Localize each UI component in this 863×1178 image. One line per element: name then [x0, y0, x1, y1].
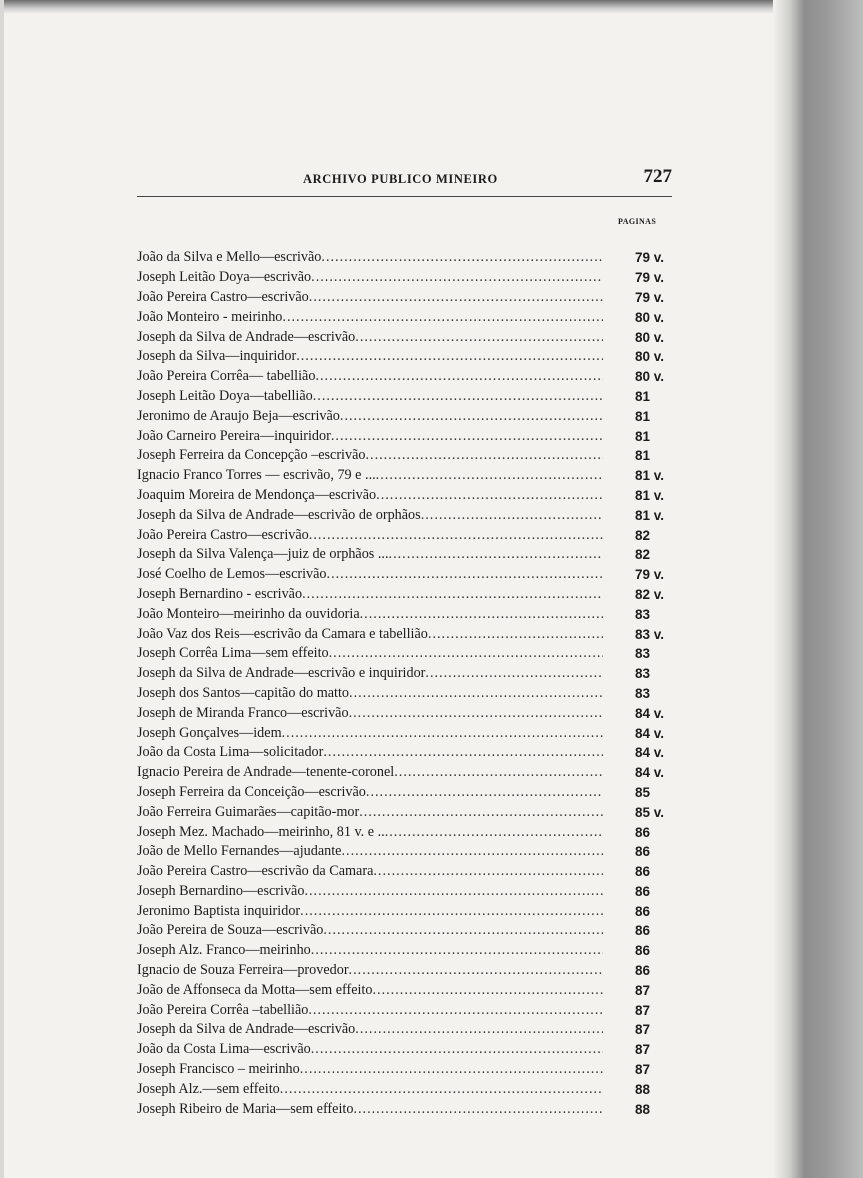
entry-page: 84 v. — [635, 705, 665, 721]
index-entry — [137, 862, 677, 882]
index-entry — [137, 307, 677, 327]
entry-page: 79 v. — [635, 567, 665, 583]
entry-page: 86 — [635, 923, 651, 939]
dot-leader — [340, 408, 603, 425]
index-entry — [137, 486, 677, 506]
dot-leader — [311, 1041, 603, 1058]
running-title: ARCHIVO PUBLICO MINEIRO — [303, 172, 498, 186]
index-entry — [137, 545, 677, 565]
entry-name: Joseph da Silva—inquiridor — [137, 348, 297, 365]
dot-leader — [353, 1101, 603, 1118]
index-entry — [137, 1099, 677, 1119]
index-entry — [137, 268, 677, 288]
dot-leader — [309, 289, 603, 306]
index-entry — [137, 604, 677, 624]
entry-name: João Pereira Corrêa –tabellião — [137, 1001, 309, 1018]
entry-page: 87 — [635, 982, 651, 998]
entry-name: João da Costa Lima—solicitador — [137, 744, 324, 761]
entry-name: João Pereira de Souza—escrivão — [137, 922, 324, 939]
entry-page: 80 v. — [635, 309, 665, 325]
dot-leader — [376, 467, 603, 484]
entry-name: João de Mello Fernandes—ajudante — [137, 843, 342, 860]
index-entry — [137, 664, 677, 684]
index-entry — [137, 980, 677, 1000]
index-entry — [137, 585, 677, 605]
entry-name: Ignacio Franco Torres — escrivão, 79 e ... — [137, 467, 376, 484]
entry-name: Joseph Ribeiro de Maria—sem effeito — [137, 1100, 354, 1117]
entry-name: Joseph Leitão Doya—tabellião — [137, 387, 313, 404]
index-entry — [137, 1040, 677, 1060]
entry-page: 85 — [635, 784, 651, 800]
index-entry — [137, 901, 677, 921]
entry-name: Joseph Bernardino - escrivão — [137, 585, 303, 602]
dot-leader — [355, 329, 603, 346]
index-entry — [137, 921, 677, 941]
entry-page: 81 v. — [635, 507, 665, 523]
entry-page: 86 — [635, 903, 651, 919]
dot-leader — [327, 566, 603, 583]
entry-name: Joseph de Miranda Franco—escrivão — [137, 704, 349, 721]
dot-leader — [309, 527, 603, 544]
entry-page: 81 — [635, 448, 651, 464]
index-entry — [137, 327, 677, 347]
entry-page: 82 — [635, 527, 651, 543]
entry-page: 88 — [635, 1081, 651, 1097]
dot-leader — [282, 725, 603, 742]
entry-name: Joseph da Silva de Andrade—escrivão — [137, 328, 356, 345]
entry-page: 79 v. — [635, 250, 665, 266]
dot-leader — [372, 982, 603, 999]
entry-name: Jeronimo de Araujo Beja—escrivão — [137, 407, 340, 424]
dot-leader — [389, 546, 603, 563]
entry-page: 84 v. — [635, 765, 665, 781]
entry-name: João Carneiro Pereira—inquiridor — [137, 427, 331, 444]
entry-page: 88 — [635, 1101, 651, 1117]
entry-name: Joseph da Silva Valença—juiz de orphãos ... — [137, 546, 389, 563]
entry-page: 81 v. — [635, 487, 665, 503]
index-entry — [137, 882, 677, 902]
entry-page: 83 — [635, 666, 651, 682]
entry-page: 83 v. — [635, 626, 665, 642]
dot-leader — [280, 1081, 603, 1098]
index-entry — [137, 961, 677, 981]
entry-name: João da Silva e Mello—escrivão — [137, 249, 322, 266]
dot-leader — [341, 843, 603, 860]
dot-leader — [331, 428, 603, 445]
dot-leader — [376, 487, 603, 504]
entry-name: Joseph Leitão Doya—escrivão — [137, 269, 312, 286]
dot-leader — [308, 1002, 603, 1019]
entry-page: 81 — [635, 428, 651, 444]
entry-page: 85 v. — [635, 804, 665, 820]
entry-page: 81 — [635, 408, 651, 424]
entry-page: 87 — [635, 1022, 651, 1038]
index-entry — [137, 525, 677, 545]
page-header — [137, 166, 672, 194]
index-entry — [137, 248, 677, 268]
entry-name: João Monteiro - meirinho — [137, 308, 283, 325]
page-top-edge — [0, 0, 863, 14]
dot-leader — [321, 249, 603, 266]
dot-leader — [300, 903, 603, 920]
entry-name: Joseph da Silva de Andrade—escrivão — [137, 1021, 356, 1038]
dot-leader — [360, 606, 603, 623]
entry-name: Joseph Mez. Machado—meirinho, 81 v. e .. — [137, 823, 385, 840]
entry-name: João Pereira Castro—escrivão — [137, 526, 309, 543]
entry-name: Joseph Francisco – meirinho — [137, 1061, 300, 1078]
dot-leader — [282, 309, 603, 326]
dot-leader — [315, 368, 603, 385]
index-entry — [137, 842, 677, 862]
entry-name: Jeronimo Baptista inquiridor — [137, 902, 301, 919]
index-entry — [137, 426, 677, 446]
index-entry — [137, 1020, 677, 1040]
entry-page: 80 v. — [635, 369, 665, 385]
entry-page: 79 v. — [635, 289, 665, 305]
entry-name: João Vaz dos Reis—escrivão da Camara e tabellião — [137, 625, 428, 642]
dot-leader — [365, 447, 603, 464]
index-entry — [137, 367, 677, 387]
entry-page: 87 — [635, 1062, 651, 1078]
index-entry — [137, 684, 677, 704]
dot-leader — [302, 586, 603, 603]
page-number: 727 — [643, 166, 672, 187]
dot-leader — [349, 705, 603, 722]
entry-name: Joseph da Silva de Andrade—escrivão e inquiridor — [137, 665, 426, 682]
entry-name: João de Affonseca da Motta—sem effeito — [137, 981, 373, 998]
entry-name: Ignacio de Souza Ferreira—provedor — [137, 962, 349, 979]
dot-leader — [355, 1021, 603, 1038]
index-entry — [137, 802, 677, 822]
entry-name: João Ferreira Guimarães—capitão-mor — [137, 803, 360, 820]
dot-leader — [394, 764, 603, 781]
page-left-edge — [0, 0, 4, 1178]
entry-page: 86 — [635, 824, 651, 840]
entry-name: Joaquim Moreira de Mendonça—escrivão — [137, 486, 377, 503]
index-entry — [137, 941, 677, 961]
header-rule — [137, 196, 672, 197]
index-entry — [137, 1079, 677, 1099]
entry-page: 84 v. — [635, 745, 665, 761]
dot-leader — [323, 922, 603, 939]
dot-leader — [366, 784, 603, 801]
index-entry — [137, 743, 677, 763]
entry-page: 86 — [635, 943, 651, 959]
entry-page: 86 — [635, 883, 651, 899]
index-entry — [137, 347, 677, 367]
entry-page: 87 — [635, 1002, 651, 1018]
entry-name: João Pereira Castro—escrivão da Camara — [137, 863, 374, 880]
entry-name: Joseph Alz. Franco—meirinho — [137, 942, 311, 959]
dot-leader — [385, 824, 603, 841]
dot-leader — [313, 388, 603, 405]
entry-name: Joseph da Silva de Andrade—escrivão de orphãos — [137, 506, 421, 523]
index-entry — [137, 466, 677, 486]
entry-name: João Monteiro—meirinho da ouvidoria — [137, 605, 360, 622]
entry-page: 80 v. — [635, 349, 665, 365]
index-entry — [137, 763, 677, 783]
entry-name: Ignacio Pereira de Andrade—tenente-coronel — [137, 764, 395, 781]
entry-page: 87 — [635, 1042, 651, 1058]
index-entry — [137, 387, 677, 407]
index-entry — [137, 723, 677, 743]
dot-leader — [421, 507, 603, 524]
dot-leader — [304, 883, 603, 900]
entry-name: Joseph Ferreira da Concepção –escrivão — [137, 447, 366, 464]
entry-page: 84 v. — [635, 725, 665, 741]
entry-page: 86 — [635, 963, 651, 979]
index-list — [137, 248, 677, 1119]
entry-name: Joseph Alz.—sem effeito — [137, 1080, 280, 1097]
dot-leader — [373, 863, 603, 880]
index-entry — [137, 644, 677, 664]
entry-page: 81 v. — [635, 468, 665, 484]
index-entry — [137, 505, 677, 525]
entry-page: 86 — [635, 844, 651, 860]
entry-name: Joseph Gonçalves—idem — [137, 724, 282, 741]
index-entry — [137, 446, 677, 466]
entry-name: Joseph Corrêa Lima—sem effeito — [137, 645, 329, 662]
entry-name: João Pereira Castro—escrivão — [137, 288, 309, 305]
dot-leader — [359, 804, 603, 821]
index-entry — [137, 783, 677, 803]
dot-leader — [311, 942, 603, 959]
index-entry — [137, 1060, 677, 1080]
entry-name: João Pereira Corrêa— tabellião — [137, 368, 316, 385]
index-entry — [137, 624, 677, 644]
dot-leader — [428, 626, 603, 643]
index-entry — [137, 565, 677, 585]
entry-name: José Coelho de Lemos—escrivão — [137, 566, 327, 583]
entry-page: 83 — [635, 606, 651, 622]
entry-page: 82 — [635, 547, 651, 563]
index-entry — [137, 1000, 677, 1020]
index-entry — [137, 703, 677, 723]
entry-page: 81 — [635, 388, 651, 404]
entry-name: João da Costa Lima—escrivão — [137, 1041, 311, 1058]
entry-name: Joseph dos Santos—capitão do matto — [137, 684, 350, 701]
book-binding-shadow — [773, 0, 863, 1178]
entry-page: 83 — [635, 646, 651, 662]
entry-name: Joseph Bernardino—escrivão — [137, 882, 305, 899]
entry-page: 79 v. — [635, 270, 665, 286]
index-entry — [137, 406, 677, 426]
index-entry — [137, 288, 677, 308]
dot-leader — [300, 1061, 603, 1078]
dot-leader — [329, 645, 603, 662]
entry-page: 80 v. — [635, 329, 665, 345]
entry-page: 86 — [635, 864, 651, 880]
dot-leader — [296, 348, 603, 365]
dot-leader — [323, 744, 603, 761]
dot-leader — [425, 665, 603, 682]
index-entry — [137, 822, 677, 842]
column-heading-pages: PAGINAS — [618, 217, 657, 226]
entry-page: 83 — [635, 685, 651, 701]
entry-name: Joseph Ferreira da Conceição—escrivão — [137, 783, 366, 800]
dot-leader — [349, 685, 603, 702]
entry-page: 82 v. — [635, 586, 665, 602]
dot-leader — [311, 269, 603, 286]
dot-leader — [349, 962, 603, 979]
